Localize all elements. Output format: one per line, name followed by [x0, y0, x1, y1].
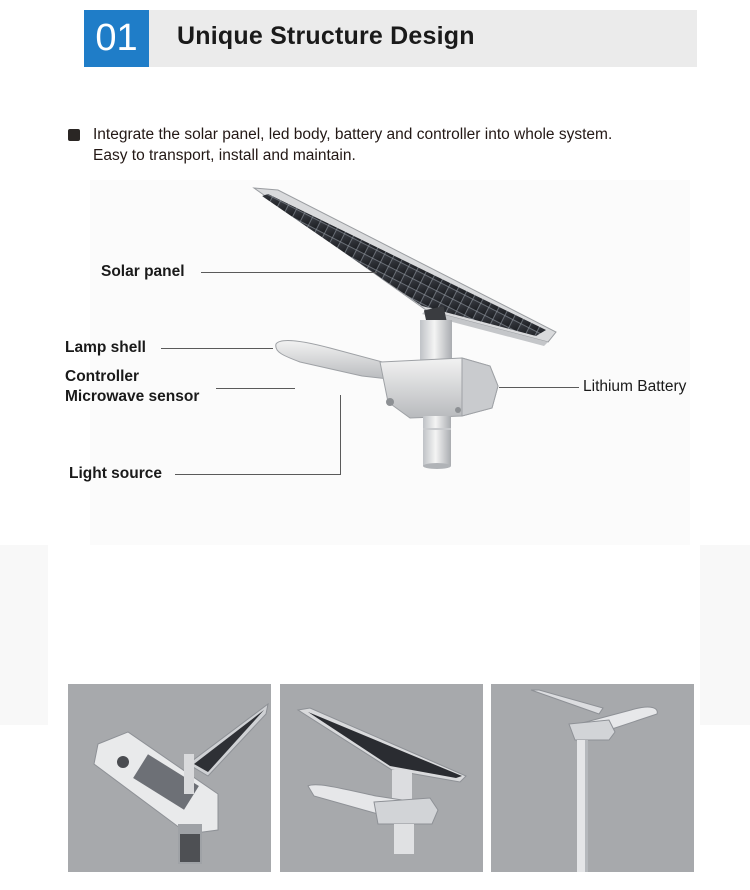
bullet-square-icon [68, 129, 80, 141]
solar-street-light-illustration [240, 180, 570, 480]
label-lamp-shell: Lamp shell [65, 339, 146, 356]
pole-mounted-lamp-illustration [491, 684, 694, 872]
photo-side-view [280, 684, 483, 872]
description-text [93, 124, 612, 166]
label-light-source: Light source [69, 465, 163, 482]
description-line-1: Integrate the solar panel, led body, battery and controller into whole system. [93, 126, 613, 143]
side-lamp-illustration [280, 684, 483, 872]
leader-line-light-source-horizontal [175, 474, 341, 475]
description-line-2: Easy to transport, install and maintain. [93, 147, 356, 164]
section-title: Unique Structure Design [177, 22, 475, 50]
underside-lamp-illustration [68, 684, 271, 872]
leader-line-lithium-battery [499, 387, 579, 388]
leader-line-solar-panel [201, 272, 377, 273]
photo-pole-mounted-view [491, 684, 694, 872]
label-solar-panel: Solar panel [101, 263, 185, 280]
background-panel-left [0, 545, 48, 725]
section-number-badge: 01 [84, 10, 149, 67]
photo-underside-view [68, 684, 271, 872]
leader-line-controller [216, 388, 295, 389]
leader-line-light-source-vertical [340, 395, 341, 475]
label-lithium-battery: Lithium Battery [583, 378, 687, 395]
leader-line-lamp-shell [161, 348, 273, 349]
label-microwave-sensor: Microwave sensor [65, 388, 200, 405]
background-panel-right [700, 545, 750, 725]
label-controller: Controller [65, 368, 140, 385]
